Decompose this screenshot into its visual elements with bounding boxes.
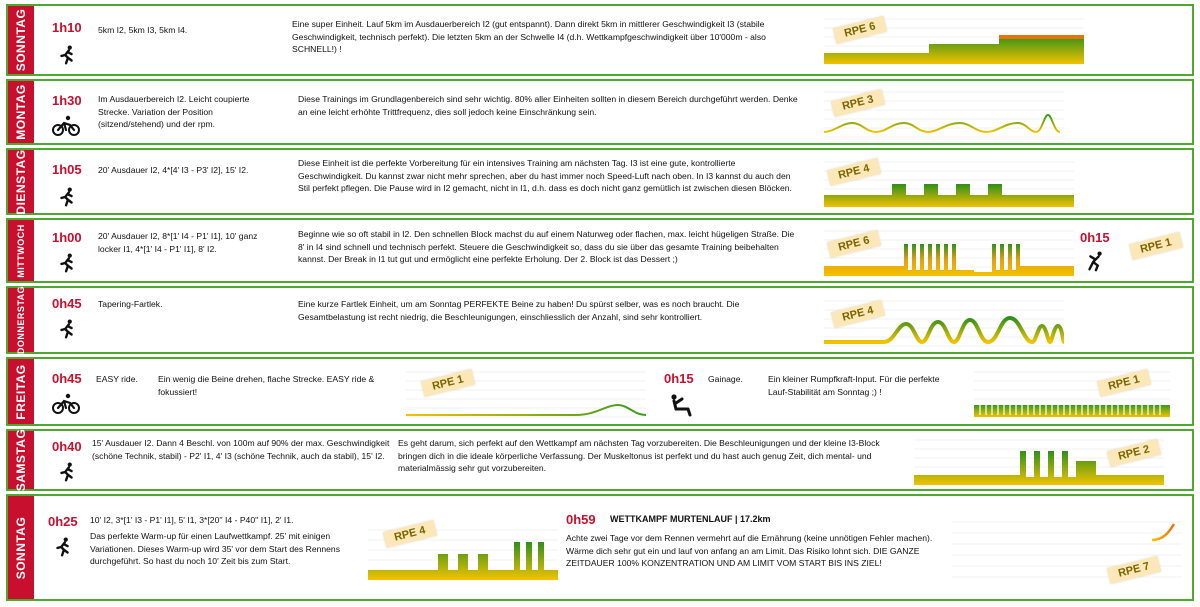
description-text: Ein wenig die Beine drehen, flache Strecke. EASY ride & fokussiert! (158, 374, 375, 397)
row-montag (6, 79, 1194, 145)
run-icon (56, 44, 78, 66)
plan-text: 5km I2, 5km I3, 5km I4. (98, 25, 188, 35)
bike-icon (52, 393, 80, 415)
day-tab-freitag (8, 359, 34, 424)
description-text-2: Achte zwei Tage vor dem Rennen vermehrt auf die Ernährung (keine unnötigen Fehler machen). Wärme dich sehr gut ein und lauf von anfang an am Limit. Das Risiko lohnt sich. DIE GANZE ZEITDAUER 100% KONZENTRATION UND AM LIMIT VOM START BIS INS ZIEL! (566, 533, 933, 568)
row-sonntag-1 (6, 4, 1194, 76)
stretch-icon (1084, 250, 1106, 272)
intensity-chart (814, 87, 1064, 141)
plan-text-2: Gainage. (708, 374, 743, 384)
plan-text: EASY ride. (96, 374, 138, 384)
intensity-chart (814, 226, 1074, 280)
rpe-label: RPE 3 (831, 89, 885, 117)
rpe-label: RPE 6 (833, 16, 887, 44)
day-label: DONNERSTAG (16, 285, 26, 355)
extra-duration: 0h15 (1080, 230, 1110, 245)
day-tab-samstag (8, 428, 34, 492)
plan-text: 20' Ausdauer I2, 4*[4' I3 - P3' I2], 15' I2. (98, 165, 249, 175)
run-icon (56, 186, 78, 208)
duration: 1h00 (52, 230, 82, 245)
row-donnerstag (6, 286, 1194, 354)
day-tab-mittwoch (8, 220, 34, 281)
day-label: MONTAG (14, 84, 28, 140)
race-title: WETTKAMPF MURTENLAUF | 17.2km (610, 514, 771, 524)
day-tab-dienstag (8, 150, 34, 213)
row-freitag (6, 357, 1194, 426)
duration: 1h05 (52, 162, 82, 177)
rpe-label: RPE 2 (1107, 439, 1161, 467)
description-text: Diese Trainings im Grundlagenbereich sind sehr wichtig. 80% aller Einheiten sollten in diesem Bereich durchgeführt werden. Denke an eine leicht erhöhte Trittfrequenz, dies soll jedoch keine Einschränkung sein. (298, 94, 798, 117)
duration: 0h40 (52, 439, 82, 454)
day-label: SAMSTAG (14, 428, 28, 492)
rpe-label-2: RPE 1 (1097, 369, 1151, 397)
duration-2: 0h59 (566, 512, 596, 527)
day-label: MITTWOCH (16, 223, 26, 278)
run-icon (52, 536, 74, 558)
rpe-label: RPE 4 (383, 520, 437, 548)
row-dienstag (6, 148, 1194, 215)
day-label: SONNTAG (14, 8, 28, 72)
run-icon (56, 318, 78, 340)
rpe-label: RPE 4 (827, 158, 881, 186)
description-text: Diese Einheit ist die perfekte Vorbereitung für ein intensives Training am nächsten Tag. I3 ist eine gute, kontrollierte Geschwindigkeit. Du kannst zwar nicht mehr sprechen, aber du hast immer noch Speed-Luft nach oben. In I3 kannst du auch den Stil perfekt pflegen. Die Pause wird in I2 gemacht, nicht in I1, d.h. dass es doch nicht ganz gemütlich ist zwischen diesen Blöcken. (298, 158, 792, 193)
description-text: Eine super Einheit. Lauf 5km im Ausdauerbereich I2 (gut entspannt). Dann direkt 5km in mittlerer Geschwindigkeit I3 (stabile Geschwindigkeit, technisch perfekt). Die letzten 5km an der Schwelle I4 (d.h. Wettkampfgeschwindigkeit über 10'000m - also SCHNELL!) ! (292, 19, 766, 54)
rpe-label: RPE 1 (421, 369, 475, 397)
duration: 0h45 (52, 296, 82, 311)
duration: 0h45 (52, 371, 82, 386)
rpe-label: RPE 6 (827, 230, 881, 258)
duration-2: 0h15 (664, 371, 694, 386)
row-mittwoch (6, 218, 1194, 283)
row-samstag (6, 429, 1194, 491)
day-label: FREITAG (14, 363, 28, 420)
run-icon (56, 461, 78, 483)
description-text-2: Ein kleiner Rumpfkraft-Input. Für die perfekte Lauf-Stabilität am Sonntag ;) ! (768, 374, 940, 397)
description-text: Eine kurze Fartlek Einheit, um am Sonntag PERFEKTE Beine zu haben! Du spürst selber, was es noch braucht. Die Gesamtbelastung ist recht niedrig, die Beschleunigungen, einschliesslich der Anzahl, sind sehr kontrolliert. (298, 299, 740, 322)
day-label: SONNTAG (14, 516, 28, 579)
day-tab-sonntag-2 (8, 496, 34, 599)
plan-text: 10' I2, 3*[1' I3 - P1' I1], 5' I1, 3*[20'' I4 - P40'' I1], 2' I1. (90, 515, 294, 525)
duration: 1h10 (52, 20, 82, 35)
plan-text: 20' Ausdauer I2, 8*[1' I4 - P1' I1], 10' ganz locker I1, 4*[1' I4 - P1' I1], 8' I2. (98, 231, 258, 254)
core-exercise-icon (668, 391, 694, 417)
rpe-label: RPE 4 (831, 300, 885, 328)
row-sonntag-2 (6, 494, 1194, 601)
description-text: Beginne wie so oft stabil in I2. Den schnellen Block machst du auf einem Naturweg oder flachen, max. leicht hügeligen Straße. Die 8' in I4 sind schnell und technisch perfekt. Steuere die Geschwindigkeit so, dass du sie über das gesamte Training beibehalten kannst. Der Break in I1 tut gut und ermöglicht eine perfekte Erholung. Der 2. Block ist das Dessert ;) (298, 229, 795, 264)
rpe-label-2: RPE 7 (1107, 556, 1161, 584)
day-tab-donnerstag (8, 285, 34, 355)
duration: 0h25 (48, 514, 78, 529)
day-tab-montag (8, 81, 34, 143)
description-text: Es geht darum, sich perfekt auf den Wettkampf am nächsten Tag vorzubereiten. Die Beschleunigungen und der kleine I3-Block bringen dich in die ideale körperliche Verfassung. Der Muskeltonus ist perfekt und du hast auch genug Zeit, dich mental- und materialmässig sehr gut vorzubereiten. (398, 438, 880, 473)
bike-icon (52, 115, 80, 137)
day-tab-sonntag (8, 6, 34, 74)
plan-text: Im Ausdauerbereich I2. Leicht coupierte Strecke. Variation der Position (sitzend/stehend) und der rpm. (98, 94, 250, 129)
extra-rpe-label: RPE 1 (1129, 232, 1183, 260)
description-text: Das perfekte Warm-up für einen Laufwettkampf. 25' mit einigen Variationen. Dieses Warm-up wird 35' vor dem Start des Rennens durchgeführt. So hast du noch 10' Zeit bis zum Start. (90, 531, 341, 566)
day-label: DIENSTAG (14, 148, 28, 215)
plan-text: Tapering-Fartlek. (98, 299, 163, 309)
plan-text: 15' Ausdauer I2. Dann 4 Beschl. von 100m auf 90% der max. Geschwindigkeit (schöne Technik, stabil) - P2' I1, 4' I3 (schöne Technik, auch da stabil), 15' I2. (92, 438, 390, 461)
run-icon (56, 252, 78, 274)
duration: 1h30 (52, 93, 82, 108)
